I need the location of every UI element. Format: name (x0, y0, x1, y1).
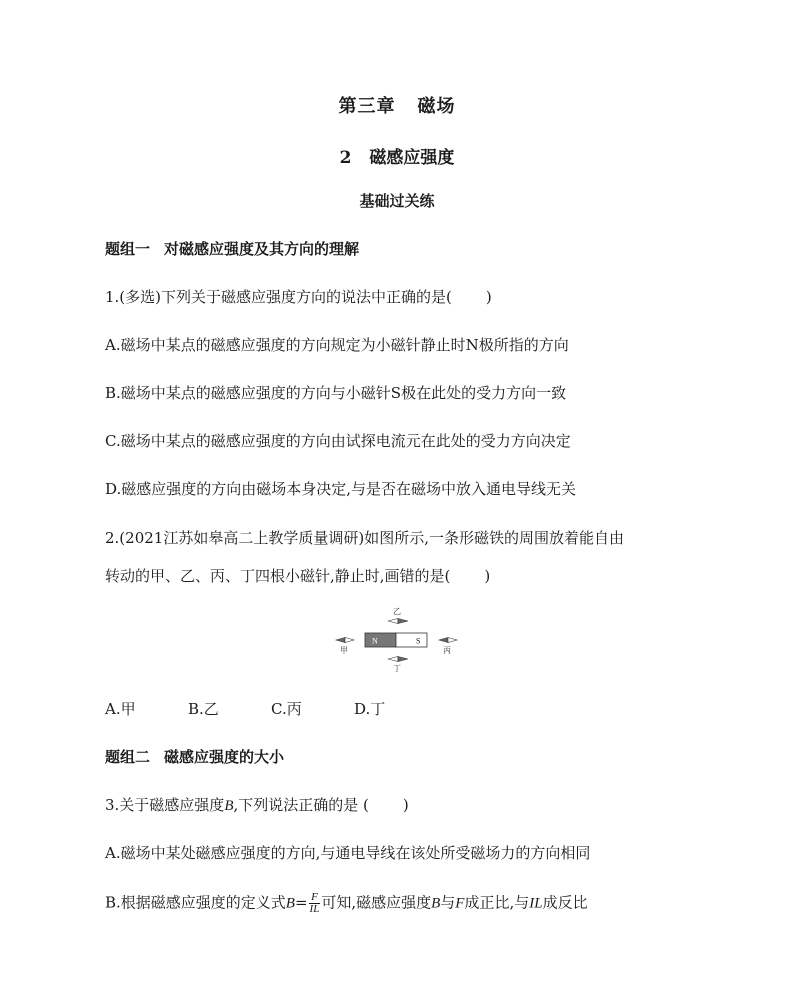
magnet-figure (330, 603, 470, 673)
section-title (0, 143, 794, 168)
label-yi: 乙 (393, 607, 401, 616)
bar-magnet (365, 633, 427, 647)
question-2-option-c: C.丙 (271, 700, 302, 718)
question-3-prefix: 3.关于磁感应强度 (105, 796, 225, 814)
question-1-option-b: B.磁场中某点的磁感应强度的方向与小磁针S极在此处的受力方向一致 (105, 384, 567, 402)
compass-needle-yi (388, 619, 408, 624)
chapter-name: 磁场 (417, 96, 456, 117)
option-b-prefix: B.根据磁感应强度的定义式 (105, 893, 286, 912)
section-number: 2 (339, 148, 352, 168)
magnet-n-label: N (372, 636, 378, 646)
question-3-var-b: B (224, 798, 234, 814)
question-1-option-d: D.磁感应强度的方向由磁场本身决定,与是否在磁场中放入通电导线无关 (105, 480, 577, 498)
section-name: 磁感应强度 (369, 148, 455, 168)
group-label-2: 题组二 (105, 748, 151, 766)
option-b-mid2: 与 (440, 893, 456, 912)
label-jia: 甲 (340, 646, 348, 655)
question-2-option-a: A.甲 (105, 700, 136, 718)
magnet-s-label: S (416, 636, 421, 646)
option-b-var-il: IL (529, 895, 543, 912)
group-label-1: 题组一 (105, 240, 151, 258)
question-2-stem-line1: 2.(2021江苏如皋高二上教学质量调研)如图所示,一条形磁铁的周围放着能自由 (105, 529, 624, 547)
option-b-mid1: 可知,磁感应强度 (321, 893, 432, 912)
compass-needle-ding (388, 657, 408, 662)
option-b-mid3: 成正比,与 (464, 893, 530, 912)
chapter-number: 第三章 (338, 96, 396, 117)
question-2-option-b: B.乙 (188, 700, 219, 718)
question-2-close: ) (484, 567, 491, 585)
option-b-end: 成反比 (542, 893, 588, 912)
question-1-stem (105, 287, 492, 307)
question-3-option-b (105, 892, 588, 915)
label-ding: 丁 (393, 664, 401, 673)
chapter-title (0, 92, 794, 118)
question-2-options (105, 699, 385, 719)
question-1-option-c: C.磁场中某点的磁感应强度的方向由试探电流元在此处的受力方向决定 (105, 432, 571, 450)
formula-lhs: B (285, 895, 295, 912)
question-1-option-a: A.磁场中某点的磁感应强度的方向规定为小磁针静止时N极所指的方向 (105, 336, 569, 354)
option-b-var-f: F (455, 895, 465, 912)
question-1-text: 1.(多选)下列关于磁感应强度方向的说法中正确的是( (105, 288, 452, 306)
formula-fraction (309, 892, 321, 915)
question-3-close: ) (402, 796, 409, 814)
group-title-2: 磁感应强度的大小 (164, 748, 285, 766)
label-bing: 丙 (443, 646, 451, 655)
question-1-close: ) (485, 288, 492, 306)
formula-eq: = (294, 893, 308, 912)
group-heading-2 (105, 747, 284, 767)
compass-needle-bing (439, 638, 457, 643)
question-3-option-a: A.磁场中某处磁感应强度的方向,与通电导线在该处所受磁场力的方向相同 (105, 844, 591, 862)
group-heading-1 (105, 239, 359, 259)
subsection-title: 基础过关练 (359, 192, 435, 210)
question-3-suffix: ,下列说法正确的是 ( (233, 796, 369, 814)
question-3-stem (105, 795, 409, 816)
question-2-stem-line2 (105, 566, 490, 586)
question-2-option-d: D.丁 (354, 700, 386, 718)
question-2-text: 转动的甲、乙、丙、丁四根小磁针,静止时,画错的是( (105, 567, 451, 585)
fraction-numerator: F (309, 892, 321, 904)
option-b-var-b: B (431, 895, 441, 912)
fraction-denominator: IL (309, 903, 320, 915)
group-title-1: 对磁感应强度及其方向的理解 (164, 240, 360, 258)
compass-needle-jia (336, 638, 354, 643)
